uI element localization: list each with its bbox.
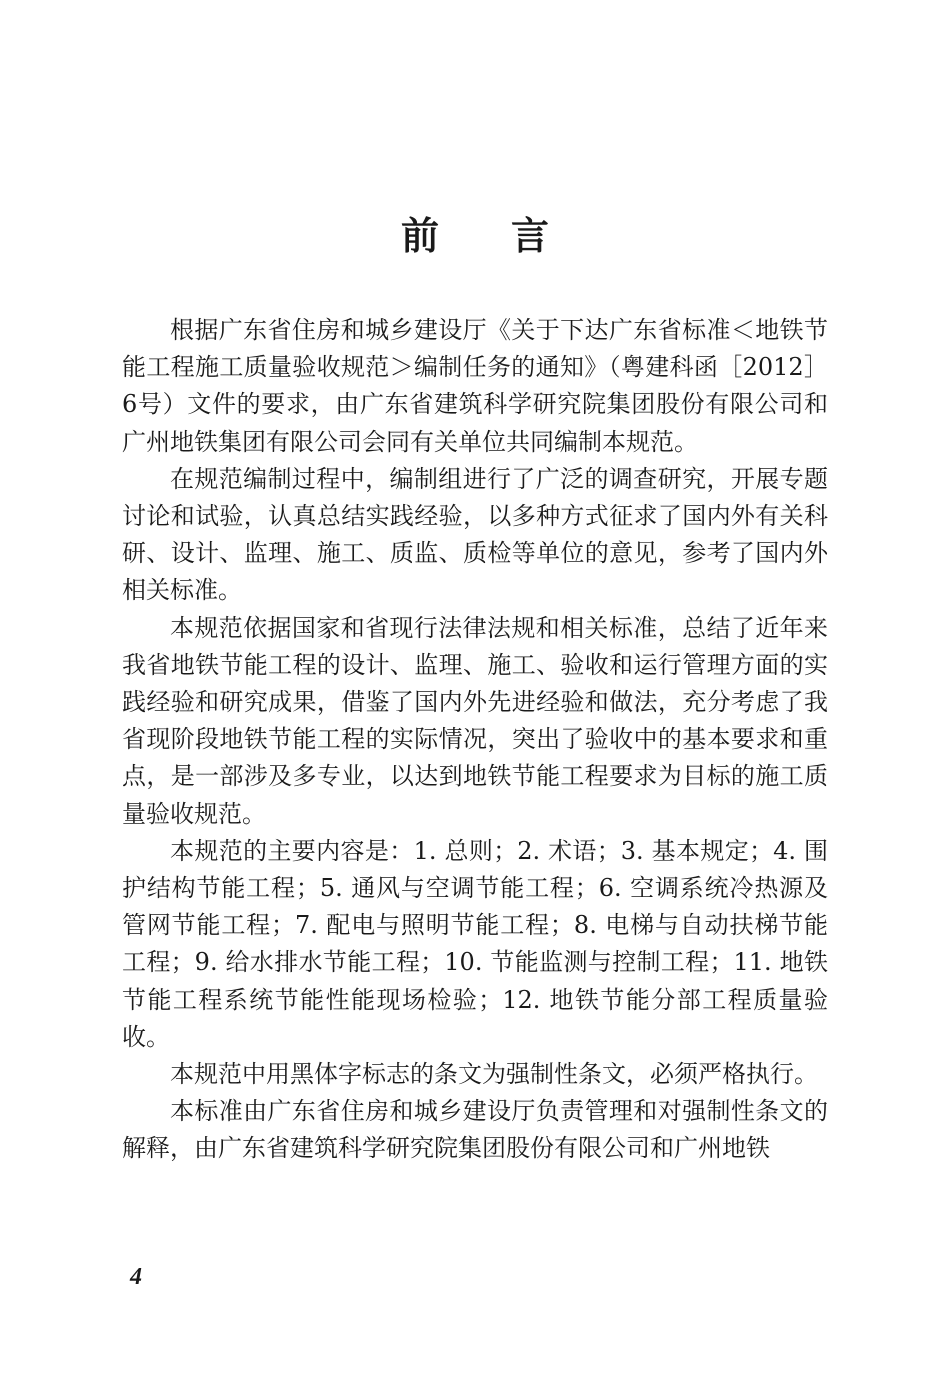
preface-body <box>122 312 828 1168</box>
paragraph-mandatory: 本规范中用黑体字标志的条文为强制性条文，必须严格执行。 <box>170 1060 818 1089</box>
paragraph-summary: 本规范依据国家和省现行法律法规和相关标准，总结了近年来我省地铁节能工程的设计、监理、施工、验收和运行管理方面的实践经验和研究成果，借鉴了国内外先进经验和做法，充分考虑了我省现阶段地铁节能工程的实际情况，突出了验收中的基本要求和重点，是一部涉及多专业，以达到地铁节能工程要求为目标的施工质量验收规范。 <box>122 613 828 828</box>
paragraph-basis: 根据广东省住房和城乡建设厅《关于下达广东省标准＜地铁节能工程施工质量验收规范＞编制任务的通知》（粤建科函［2012］6号）文件的要求，由广东省建筑科学研究院集团股份有限公司和广州地铁集团有限公司会同有关单位共同编制本规范。 <box>122 316 828 456</box>
page-number: 4 <box>130 1264 142 1290</box>
paragraph-process: 在规范编制过程中，编制组进行了广泛的调查研究，开展专题讨论和试验，认真总结实践经验，以多种方式征求了国内外有关科研、设计、监理、施工、质监、质检等单位的意见，参考了国内外相关标准。 <box>122 464 828 605</box>
paragraph-contents: 本规范的主要内容是：1. 总则；2. 术语；3. 基本规定；4. 围护结构节能工程；5. 通风与空调节能工程；6. 空调系统冷热源及管网节能工程；7. 配电与照明节能工程；8. 电梯与自动扶梯节能工程；9. 给水排水节能工程；10. 节能监测与控制工程；11. 地铁节能工程系统节能性能现场检验；12. 地铁节能分部工程质量验收。 <box>122 836 828 1051</box>
title-char-1: 前 <box>400 213 439 258</box>
page-title <box>0 210 950 262</box>
title-char-2: 言 <box>511 213 550 258</box>
paragraph-management: 本标准由广东省住房和城乡建设厅负责管理和对强制性条文的解释，由广东省建筑科学研究院集团股份有限公司和广州地铁 <box>122 1097 828 1163</box>
